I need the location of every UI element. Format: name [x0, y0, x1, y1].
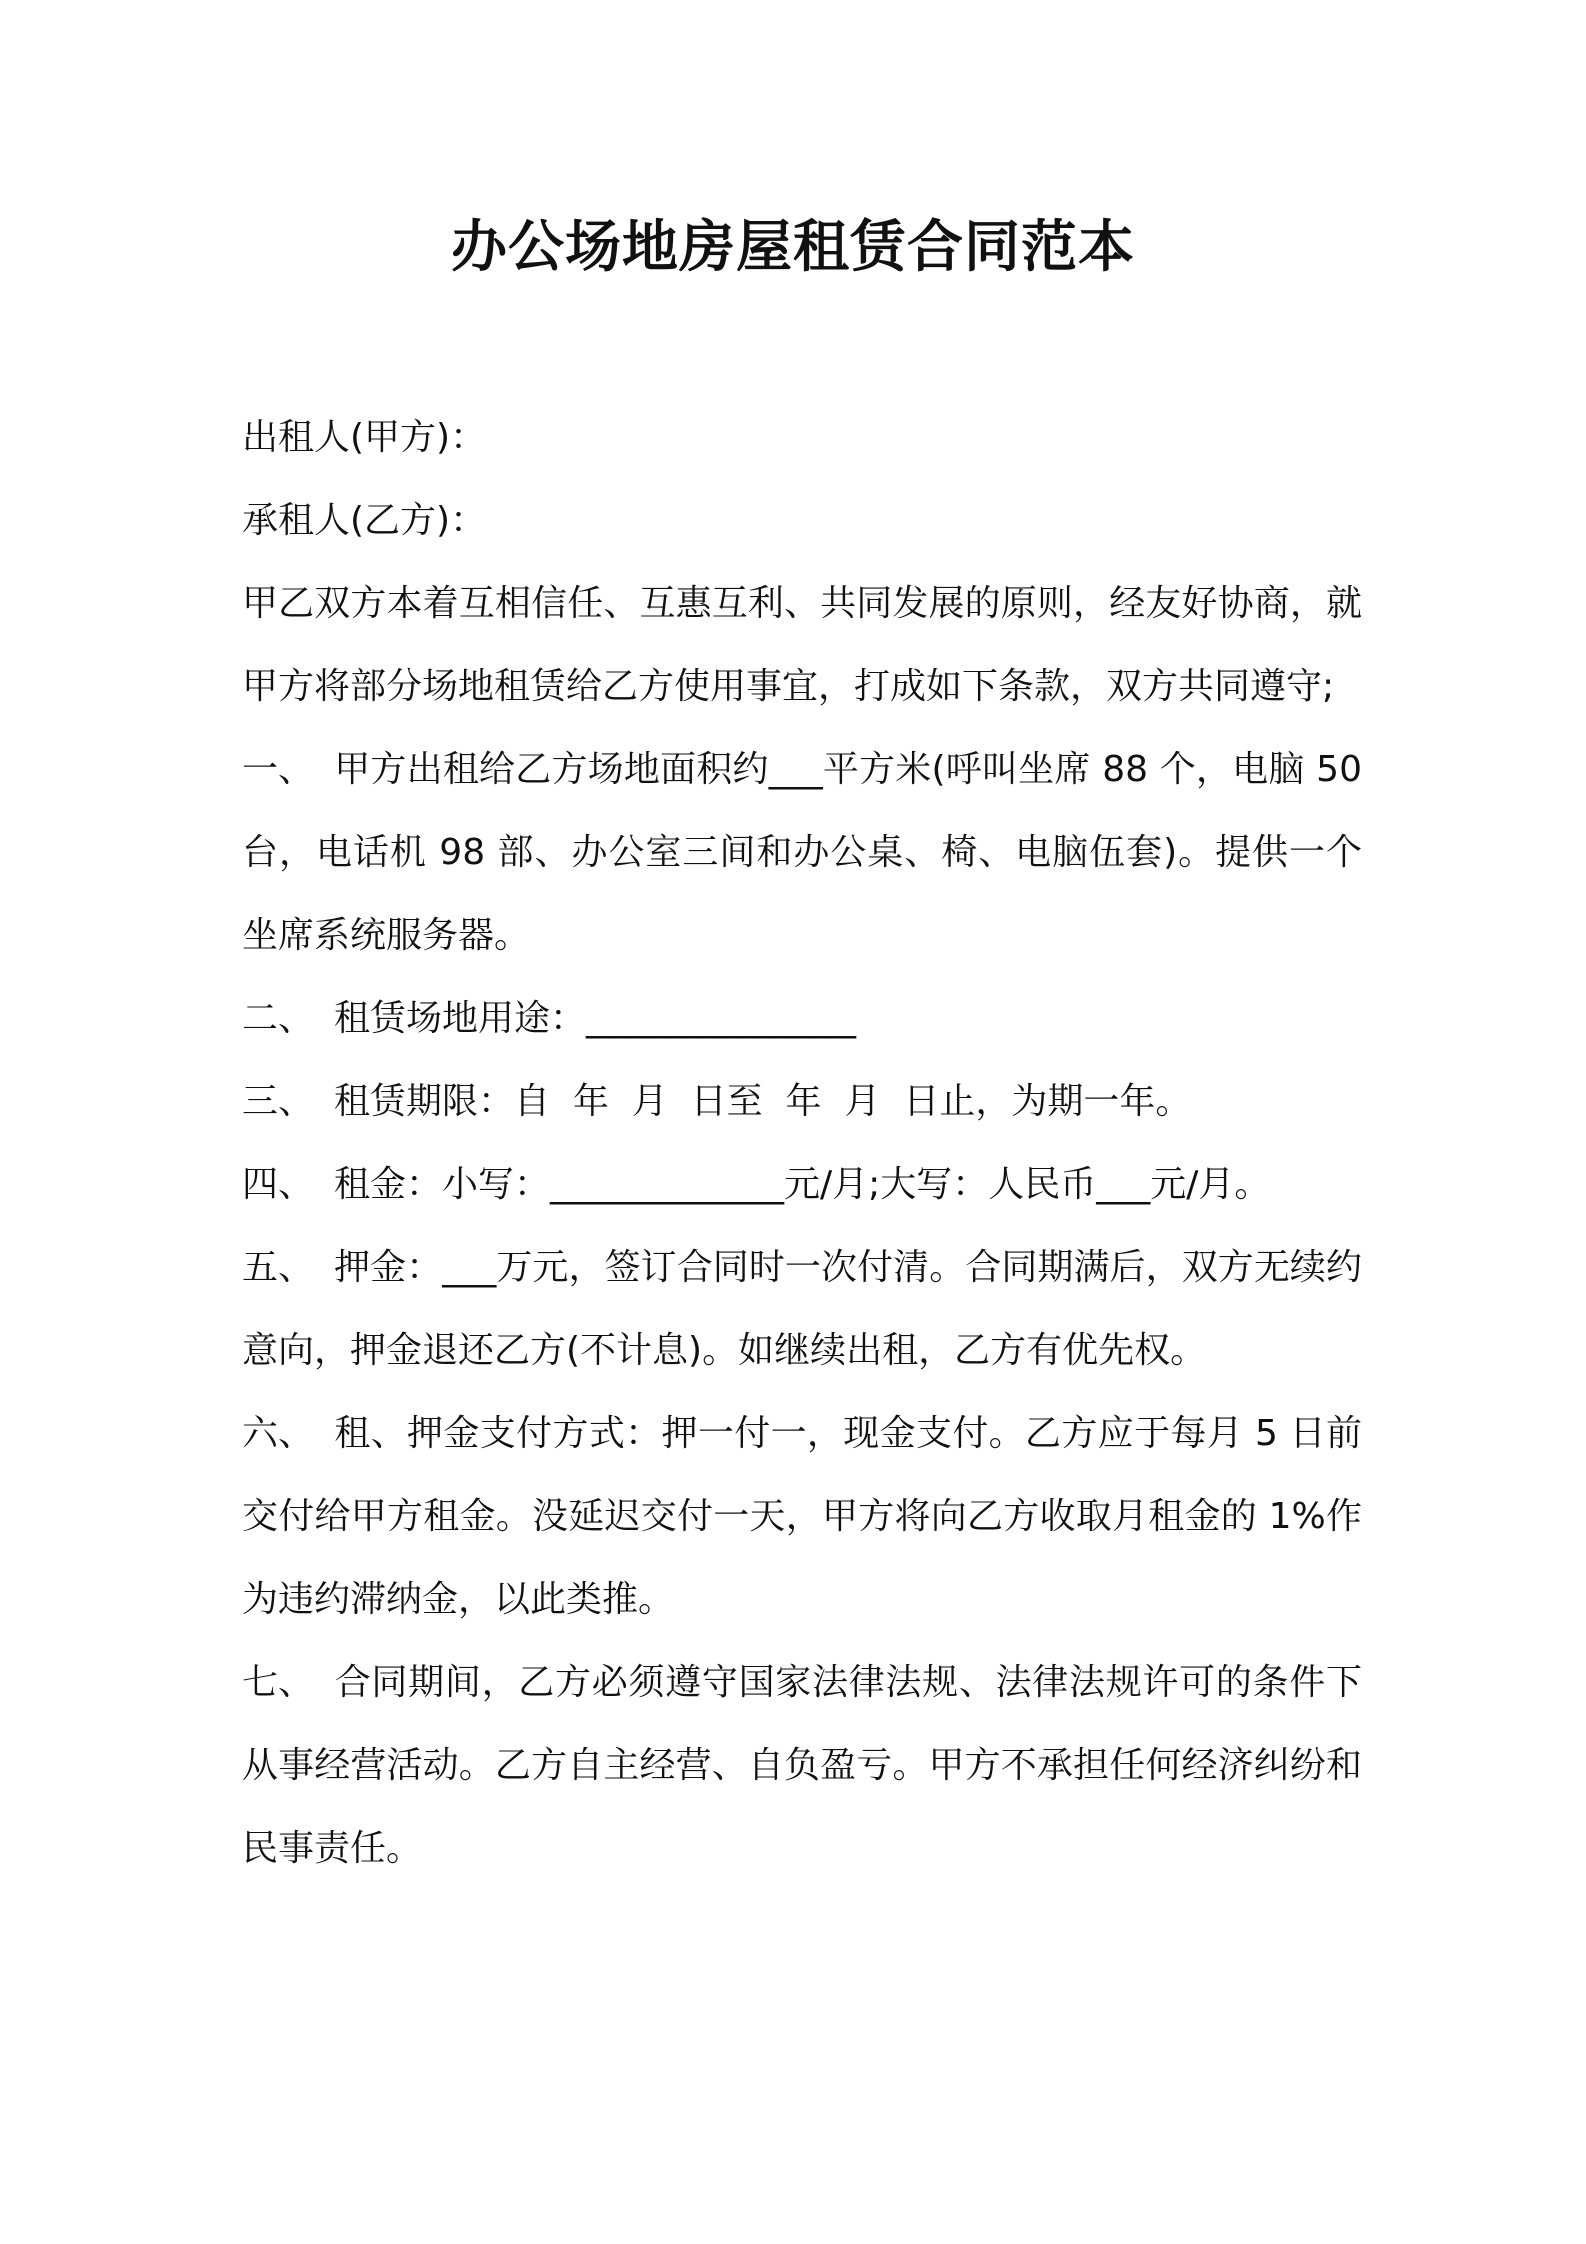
clause-number: 五、: [242, 1247, 315, 1288]
clause-7: [242, 1641, 1362, 1890]
clause-text: 租赁期限：自 年 月 日至 年 月 日止，为期一年。: [334, 1081, 1192, 1122]
clause-5: [242, 1226, 1362, 1392]
clause-number: 三、: [242, 1081, 315, 1122]
clause-2: [242, 977, 1362, 1060]
lessor-line: 出租人(甲方)：: [242, 417, 487, 458]
clause-text: 甲方出租给乙方场地面积约___平方米(呼叫坐席 88 个，电脑 50 台，电话机 98 部、办公室三间和办公桌、椅、电脑伍套)。提供一个坐席系统服务器。: [242, 749, 1362, 956]
clause-text: 押金：___万元，签订合同时一次付清。合同期满后，双方无续约意向，押金退还乙方(不计息)。如继续出租，乙方有优先权。: [242, 1247, 1362, 1371]
clause-number: 七、: [242, 1662, 315, 1703]
clause-text: 租金：小写：_____________元/月;大写：人民币___元/月。: [334, 1164, 1271, 1205]
preamble-paragraph: 甲乙双方本着互相信任、互惠互利、共同发展的原则，经友好协商，就甲方将部分场地租赁给乙方使用事宜，打成如下条款，双方共同遵守;: [242, 583, 1362, 707]
clause-text: 租赁场地用途：_______________: [334, 998, 857, 1039]
clause-number: 四、: [242, 1164, 315, 1205]
clause-number: 六、: [242, 1413, 315, 1454]
lessee-line: 承租人(乙方)：: [242, 500, 487, 541]
clause-6: [242, 1392, 1362, 1641]
clause-text: 合同期间，乙方必须遵守国家法律法规、法律法规许可的条件下从事经营活动。乙方自主经营、自负盈亏。甲方不承担任何经济纠纷和民事责任。: [242, 1662, 1362, 1869]
clause-4: [242, 1143, 1362, 1226]
clause-3: [242, 1060, 1362, 1143]
clause-number: 二、: [242, 998, 315, 1039]
clause-number: 一、: [242, 749, 315, 790]
document-title: 办公场地房屋租赁合同范本: [451, 215, 1135, 280]
clause-1: [242, 728, 1362, 977]
document-body: [242, 396, 1362, 1890]
clause-text: 租、押金支付方式：押一付一，现金支付。乙方应于每月 5 日前交付给甲方租金。没延迟交付一天，甲方将向乙方收取月租金的 1%作为违约滞纳金，以此类推。: [242, 1413, 1362, 1620]
